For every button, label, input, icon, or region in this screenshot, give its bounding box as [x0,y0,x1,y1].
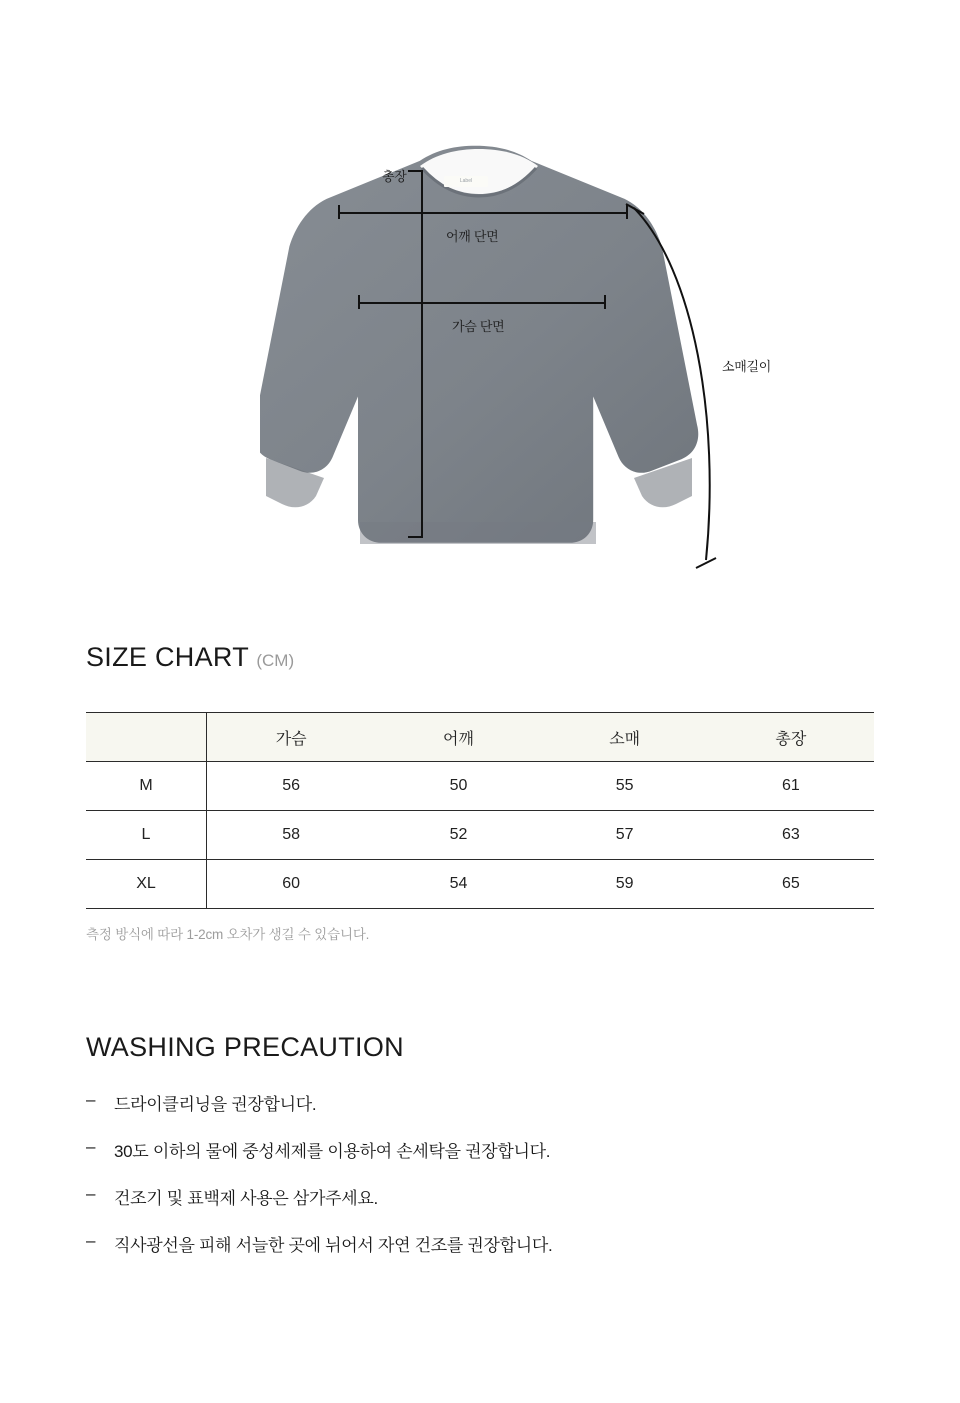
total-length-cap-top [408,170,422,172]
bullet-dash: – [86,1137,96,1156]
cell-chest: 56 [207,762,376,811]
cell-total-length: 65 [708,860,874,909]
shoulder-cap-left [338,205,340,219]
total-length-cap-bottom [408,536,422,538]
bullet-dash: – [86,1184,96,1203]
measurement-tolerance-note: 측정 방식에 따라 1-2cm 오차가 생길 수 있습니다. [86,927,370,942]
column-header-chest: 가슴 [207,713,376,762]
cell-total-length: 61 [708,762,874,811]
brand-tag-label: Label [459,178,473,184]
column-header-sleeve: 소매 [542,713,708,762]
chest-cap-left [358,295,360,309]
chest-line [358,302,606,304]
column-header-total-length: 총장 [708,713,874,762]
chest-cap-right [604,295,606,309]
row-size-label: L [86,811,207,860]
list-item [86,1184,886,1209]
bullet-dash: – [86,1090,96,1109]
label-total-length: 총장 [382,169,407,184]
cell-shoulder: 52 [375,811,541,860]
size-chart-table [86,712,874,909]
row-size-label: XL [86,860,207,909]
label-shoulder: 어깨 단면 [446,229,499,244]
list-item-text: 드라이클리닝을 권장합니다. [114,1095,317,1114]
list-item [86,1231,886,1256]
cell-chest: 60 [207,860,376,909]
table-row [86,811,874,860]
table-header-row [86,713,874,762]
list-item [86,1137,886,1162]
bullet-dash: – [86,1231,96,1250]
list-item [86,1090,886,1115]
row-size-label: M [86,762,207,811]
label-chest: 가슴 단면 [452,319,505,334]
cell-sleeve: 55 [542,762,708,811]
brand-tag [444,176,488,187]
total-length-line [421,170,423,538]
washing-precaution-list [86,1090,886,1278]
size-chart-heading [86,642,294,673]
cell-shoulder: 50 [375,762,541,811]
sleeve-length-arc [620,200,730,590]
list-item-text: 건조기 및 표백제 사용은 삼가주세요. [114,1189,378,1208]
column-header-shoulder: 어깨 [375,713,541,762]
table-row [86,762,874,811]
size-chart-title-text: SIZE CHART [86,642,249,672]
size-chart-unit: (CM) [256,651,295,670]
shoulder-line [338,212,628,214]
cell-chest: 58 [207,811,376,860]
washing-precaution-heading: WASHING PRECAUTION [86,1032,404,1062]
cell-sleeve: 57 [542,811,708,860]
list-item-text: 30도 이하의 물에 중성세제를 이용하여 손세탁을 권장합니다. [114,1142,551,1161]
cell-total-length: 63 [708,811,874,860]
label-sleeve: 소매길이 [722,359,772,374]
table-row [86,860,874,909]
cell-shoulder: 54 [375,860,541,909]
product-measurement-diagram [0,0,960,620]
cell-sleeve: 59 [542,860,708,909]
list-item-text: 직사광선을 피해 서늘한 곳에 뉘어서 자연 건조를 권장합니다. [114,1236,553,1255]
column-header-size [86,713,207,762]
